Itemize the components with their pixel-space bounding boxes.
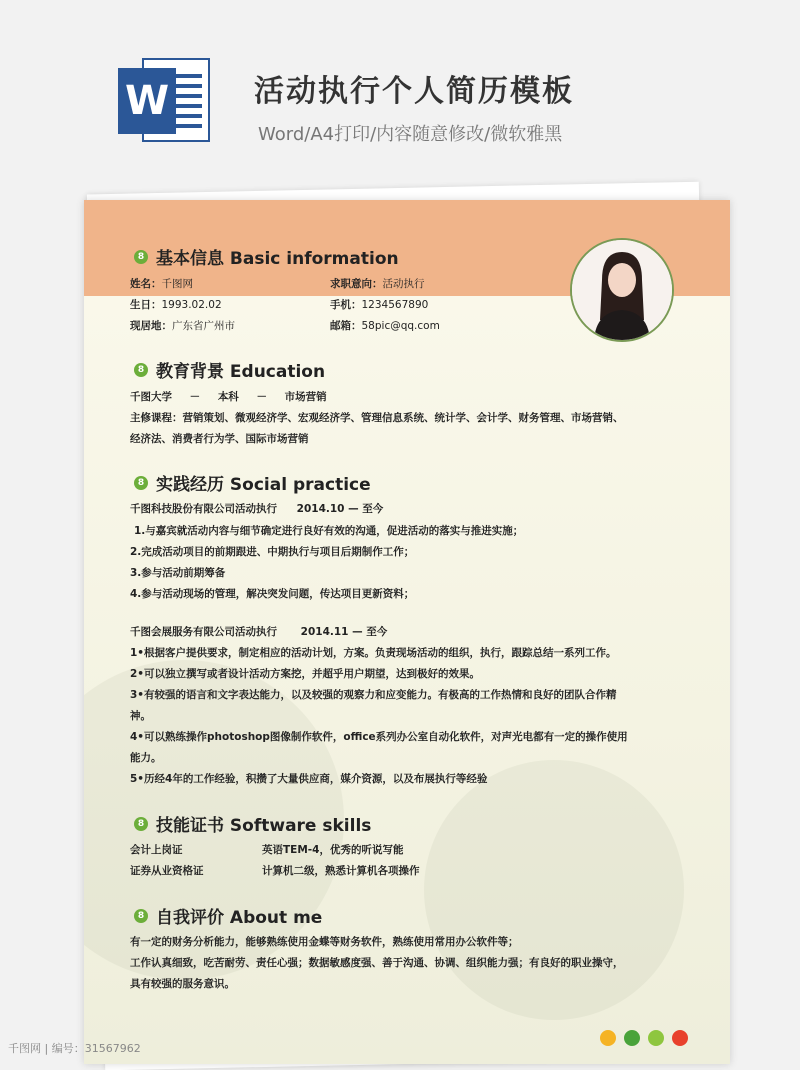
address-row — [130, 318, 235, 333]
birth-label: 生日： — [130, 299, 162, 311]
degree: 本科 — [217, 391, 239, 403]
phone-value: 1234567890 — [361, 299, 429, 311]
about-line: 有一定的财务分析能力，能够熟练使用金蝶等财务软件，熟练使用常用办公软件等； — [130, 936, 519, 948]
phone-row — [330, 297, 428, 312]
list-item: 神。 — [130, 710, 151, 722]
job2-period: 2014.11 — 至今 — [300, 626, 388, 638]
word-letter: W — [118, 68, 176, 134]
section-marker-icon: 8 — [134, 250, 148, 264]
intent-row — [330, 276, 425, 291]
page-header — [0, 0, 800, 190]
phone-label: 手机： — [330, 299, 362, 311]
education-title: 教育背景 Education — [156, 362, 326, 382]
list-item: 3•有较强的语言和文字表达能力，以及较强的观察力和应变能力。有极高的工作热情和良好的团队合作精 — [130, 689, 617, 701]
practice-title: 实践经历 Social practice — [156, 475, 371, 495]
list-item: 1.与嘉宾就活动内容与细节确定进行良好有效的沟通，促进活动的落实与推进实施； — [134, 525, 524, 537]
email-label: 邮箱： — [330, 320, 362, 332]
major: 市场营销 — [284, 391, 327, 403]
basic-info-heading — [134, 244, 399, 269]
courses-line-1 — [130, 410, 624, 425]
birth-row — [130, 297, 222, 312]
email-row — [330, 318, 440, 333]
name-value: 千图网 — [161, 278, 193, 290]
color-dots — [600, 1030, 688, 1046]
section-marker-icon: 8 — [134, 363, 148, 377]
school-name: 千图大学 — [130, 391, 172, 403]
background-decoration — [424, 760, 684, 1020]
dot-icon — [672, 1030, 688, 1046]
list-item: 3.参与活动前期筹备 — [130, 567, 226, 579]
birth-value: 1993.02.02 — [161, 299, 222, 311]
job1-period: 2014.10 — 至今 — [296, 503, 384, 515]
address-value: 广东省广州市 — [172, 320, 235, 332]
job1-company: 千图科技股份有限公司活动执行 — [130, 503, 277, 515]
skills-heading — [134, 811, 371, 836]
courses-label: 主修课程： — [130, 412, 183, 424]
list-item: 2•可以独立撰写或者设计活动方案挖，并超乎用户期望，达到极好的效果。 — [130, 668, 481, 680]
word-icon — [118, 52, 214, 148]
page-title: 活动执行个人简历模板 — [254, 74, 574, 109]
intent-label: 求职意向： — [330, 278, 383, 290]
skills-title: 技能证书 Software skills — [156, 816, 372, 836]
job1-header — [130, 501, 383, 516]
skill-detail: 英语TEM-4，优秀的听说写能 — [262, 844, 404, 856]
list-item: 2.完成活动项目的前期跟进、中期执行与项目后期制作工作； — [130, 546, 415, 558]
separator: － — [189, 391, 201, 403]
courses-text: 营销策划、微观经济学、宏观经济学、管理信息系统、统计学、会计学、财务管理、市场营销、 — [182, 412, 624, 424]
list-item: 4•可以熟练操作photoshop图像制作软件，office系列办公室自动化软件，对声光电都有一定的操作使用 — [130, 731, 628, 743]
dot-icon — [648, 1030, 664, 1046]
section-marker-icon: 8 — [134, 909, 148, 923]
skill-detail: 计算机二级，熟悉计算机各项操作 — [262, 865, 420, 877]
courses-line-2: 经济法、消费者行为学、国际市场营销 — [130, 433, 309, 445]
watermark: 千图网 | 编号：31567962 — [8, 1042, 141, 1055]
email-value: 58pic@qq.com — [361, 320, 440, 332]
skill-cert: 证券从业资格证 — [130, 865, 204, 877]
list-item: 1•根据客户提供要求，制定相应的活动计划，方案。负责现场活动的组织，执行，跟踪总结一系列工作。 — [130, 647, 617, 659]
education-heading — [134, 357, 325, 382]
job2-company: 千图会展服务有限公司活动执行 — [130, 626, 277, 638]
name-row — [130, 276, 193, 291]
address-label: 现居地： — [130, 320, 172, 332]
list-item: 能力。 — [130, 752, 162, 764]
basic-info-title: 基本信息 Basic information — [156, 249, 399, 269]
education-summary — [130, 389, 327, 404]
practice-heading — [134, 470, 371, 495]
name-label: 姓名： — [130, 278, 162, 290]
job2-header — [130, 624, 387, 639]
dot-icon — [600, 1030, 616, 1046]
list-item: 4.参与活动现场的管理，解决突发问题，传达项目更新资料； — [130, 588, 415, 600]
intent-value: 活动执行 — [382, 278, 425, 290]
section-marker-icon: 8 — [134, 817, 148, 831]
profile-photo — [570, 238, 674, 342]
about-line: 工作认真细致，吃苦耐劳、责任心强；数据敏感度强、善于沟通、协调、组织能力强；有良好的职业操守， — [130, 957, 624, 969]
page-subtitle: Word/A4打印/内容随意修改/微软雅黑 — [258, 124, 563, 145]
list-item: 5•历经4年的工作经验，积攒了大量供应商，媒介资源，以及布展执行等经验 — [130, 773, 488, 785]
section-marker-icon: 8 — [134, 476, 148, 490]
about-heading — [134, 903, 322, 928]
about-line: 具有较强的服务意识。 — [130, 978, 235, 990]
skill-cert: 会计上岗证 — [130, 844, 183, 856]
separator: － — [256, 391, 267, 403]
about-title: 自我评价 About me — [156, 908, 323, 928]
dot-icon — [624, 1030, 640, 1046]
